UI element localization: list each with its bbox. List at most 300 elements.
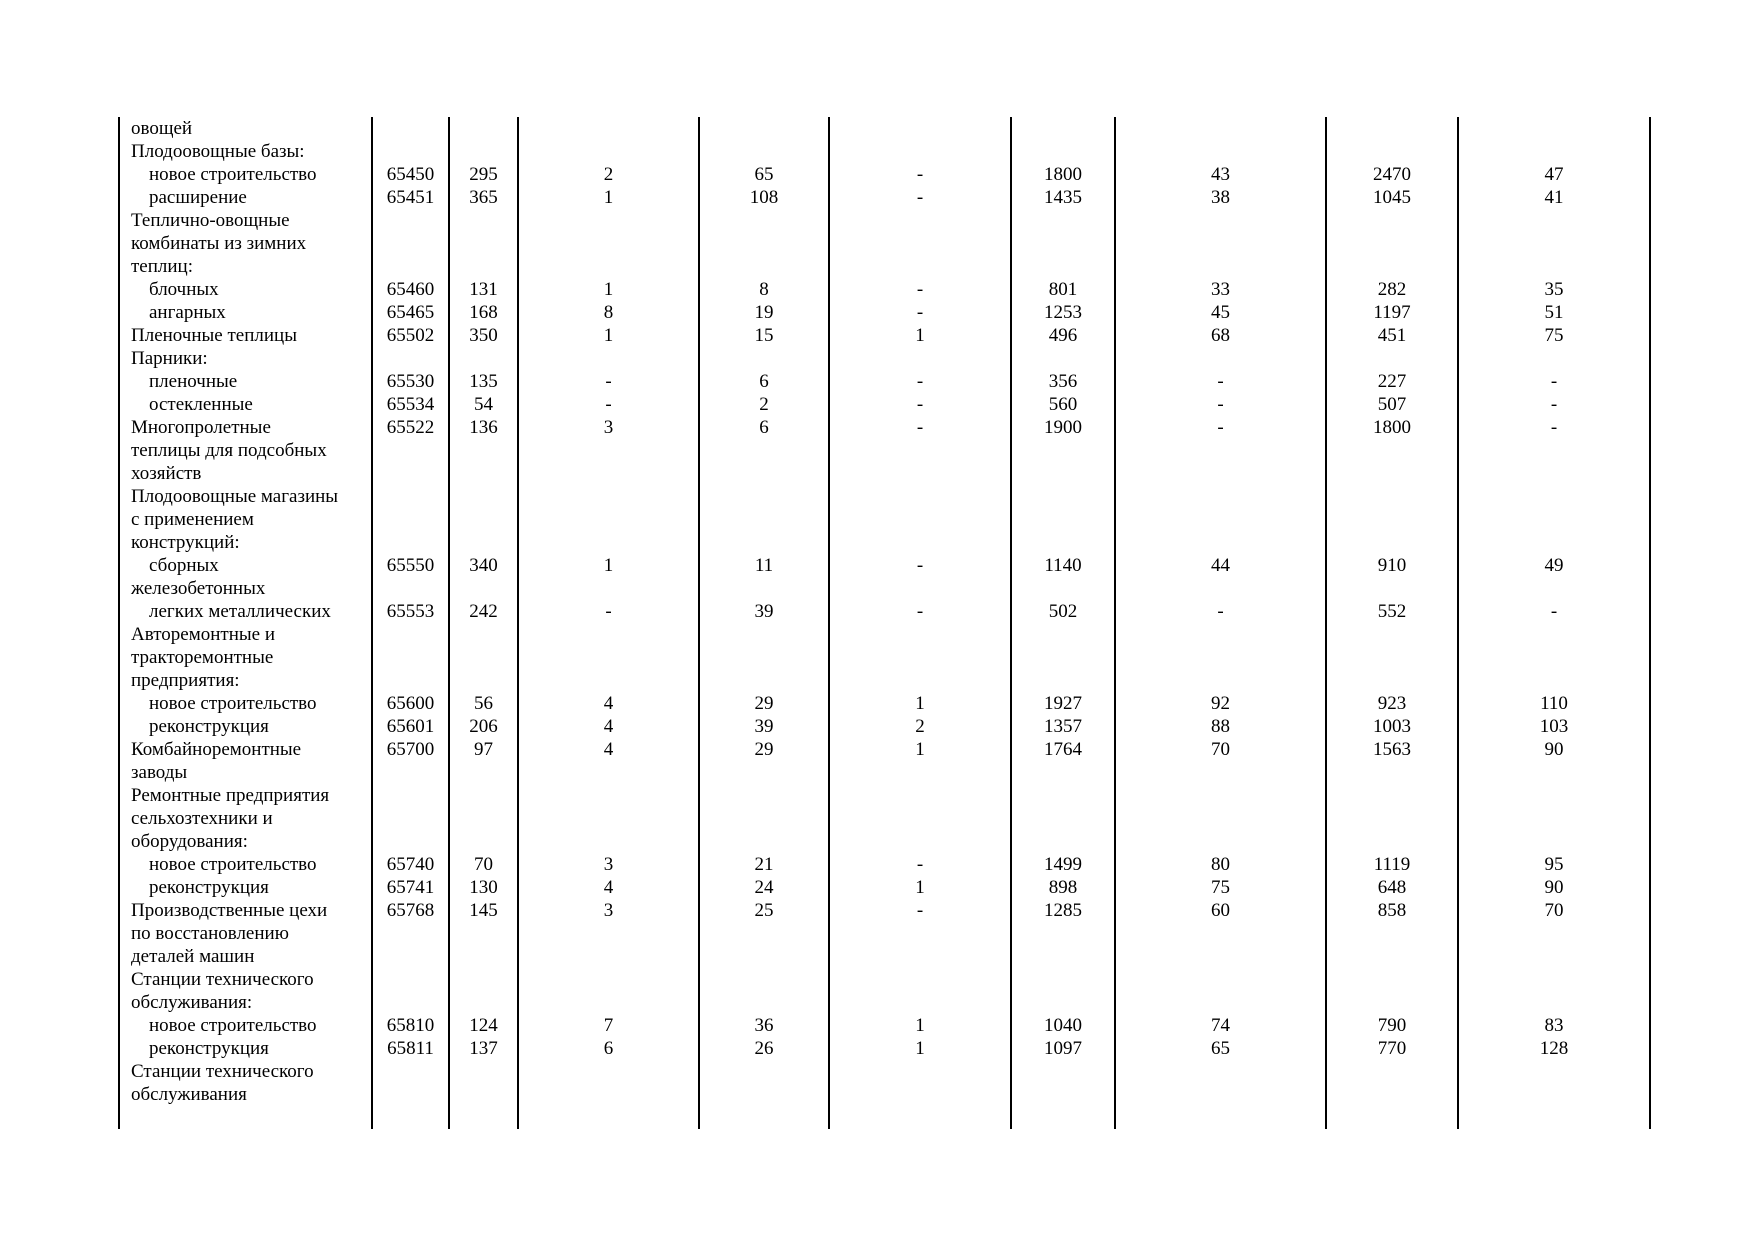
table-cell-col9: 858 bbox=[1326, 899, 1458, 922]
table-cell-col5 bbox=[699, 232, 829, 255]
table-cell-col5 bbox=[699, 807, 829, 830]
table-row bbox=[119, 416, 1650, 439]
table-cell-col8 bbox=[1115, 807, 1326, 830]
table-cell-col10 bbox=[1458, 577, 1650, 600]
row-label: заводы bbox=[119, 761, 372, 784]
row-subitem-label: ангарных bbox=[119, 301, 372, 324]
table-cell-col8 bbox=[1115, 646, 1326, 669]
table-cell-col8 bbox=[1115, 462, 1326, 485]
table-cell-col4: 4 bbox=[518, 876, 699, 899]
table-cell-col8 bbox=[1115, 922, 1326, 945]
table-cell-col8 bbox=[1115, 508, 1326, 531]
table-cell-col4: 4 bbox=[518, 738, 699, 761]
table-cell-col4 bbox=[518, 968, 699, 991]
table-cell-col5: 6 bbox=[699, 416, 829, 439]
table-cell-col5: 29 bbox=[699, 738, 829, 761]
table-cell-col8 bbox=[1115, 1083, 1326, 1106]
table-cell-col3: 124 bbox=[449, 1014, 518, 1037]
table-tail-cell bbox=[699, 1106, 829, 1129]
table-cell-col3 bbox=[449, 623, 518, 646]
table-tail-cell bbox=[449, 1106, 518, 1129]
table-cell-col3 bbox=[449, 922, 518, 945]
table-cell-col6 bbox=[829, 968, 1011, 991]
table-cell-col6: - bbox=[829, 370, 1011, 393]
table-cell-col5: 11 bbox=[699, 554, 829, 577]
table-cell-col4: 4 bbox=[518, 692, 699, 715]
table-cell-col9: 2470 bbox=[1326, 163, 1458, 186]
table-cell-col4 bbox=[518, 991, 699, 1014]
table-row bbox=[119, 347, 1650, 370]
table-cell-col6 bbox=[829, 531, 1011, 554]
table-cell-col5: 2 bbox=[699, 393, 829, 416]
table-cell-col9: 1045 bbox=[1326, 186, 1458, 209]
table-cell-col6: - bbox=[829, 416, 1011, 439]
row-label: Пленочные теплицы bbox=[119, 324, 372, 347]
table-cell-col5: 21 bbox=[699, 853, 829, 876]
row-subitem-label: новое строительство bbox=[119, 1014, 372, 1037]
table-cell-col6 bbox=[829, 347, 1011, 370]
table-cell-col10: 128 bbox=[1458, 1037, 1650, 1060]
table-row bbox=[119, 140, 1650, 163]
table-cell-col7 bbox=[1011, 922, 1115, 945]
table-cell-col3: 135 bbox=[449, 370, 518, 393]
table-cell-col4 bbox=[518, 347, 699, 370]
table-cell-col4 bbox=[518, 945, 699, 968]
table-cell-col5: 15 bbox=[699, 324, 829, 347]
row-subitem-label: новое строительство bbox=[119, 692, 372, 715]
table-cell-col3: 130 bbox=[449, 876, 518, 899]
data-table bbox=[118, 117, 1651, 1129]
table-cell-col10: 90 bbox=[1458, 876, 1650, 899]
table-cell-col2: 65811 bbox=[372, 1037, 449, 1060]
table-cell-col7 bbox=[1011, 531, 1115, 554]
table-cell-col7: 801 bbox=[1011, 278, 1115, 301]
table-cell-col6: - bbox=[829, 186, 1011, 209]
table-cell-col9: 770 bbox=[1326, 1037, 1458, 1060]
table-cell-col3: 136 bbox=[449, 416, 518, 439]
table-cell-col5: 29 bbox=[699, 692, 829, 715]
table-cell-col10: - bbox=[1458, 393, 1650, 416]
table-cell-col4 bbox=[518, 531, 699, 554]
table-cell-col10 bbox=[1458, 485, 1650, 508]
table-cell-col7: 1764 bbox=[1011, 738, 1115, 761]
table-cell-col8: - bbox=[1115, 600, 1326, 623]
table-cell-col10: 103 bbox=[1458, 715, 1650, 738]
table-cell-col9: 923 bbox=[1326, 692, 1458, 715]
table-cell-col5 bbox=[699, 577, 829, 600]
table-cell-col8: 60 bbox=[1115, 899, 1326, 922]
table-cell-col10: 75 bbox=[1458, 324, 1650, 347]
table-cell-col7 bbox=[1011, 830, 1115, 853]
table-cell-col10 bbox=[1458, 462, 1650, 485]
table-row bbox=[119, 807, 1650, 830]
table-cell-col4 bbox=[518, 623, 699, 646]
table-cell-col6 bbox=[829, 577, 1011, 600]
table-cell-col4 bbox=[518, 922, 699, 945]
table-cell-col3: 137 bbox=[449, 1037, 518, 1060]
table-cell-col2: 65740 bbox=[372, 853, 449, 876]
table-row bbox=[119, 899, 1650, 922]
table-cell-col10 bbox=[1458, 439, 1650, 462]
table-cell-col8: 92 bbox=[1115, 692, 1326, 715]
table-cell-col6 bbox=[829, 209, 1011, 232]
table-row bbox=[119, 324, 1650, 347]
table-cell-col9 bbox=[1326, 784, 1458, 807]
table-row bbox=[119, 991, 1650, 1014]
table-cell-col9: 227 bbox=[1326, 370, 1458, 393]
row-label: теплиц: bbox=[119, 255, 372, 278]
table-cell-col8 bbox=[1115, 830, 1326, 853]
table-cell-col2 bbox=[372, 784, 449, 807]
table-cell-col3 bbox=[449, 439, 518, 462]
table-row bbox=[119, 945, 1650, 968]
table-cell-col7: 496 bbox=[1011, 324, 1115, 347]
table-cell-col8 bbox=[1115, 669, 1326, 692]
table-cell-col3 bbox=[449, 232, 518, 255]
table-cell-col8 bbox=[1115, 255, 1326, 278]
table-row bbox=[119, 554, 1650, 577]
table-cell-col7 bbox=[1011, 761, 1115, 784]
table-cell-col6 bbox=[829, 255, 1011, 278]
table-row bbox=[119, 922, 1650, 945]
row-subitem-label: сборных bbox=[119, 554, 372, 577]
table-cell-col5: 19 bbox=[699, 301, 829, 324]
table-cell-col2: 65601 bbox=[372, 715, 449, 738]
table-cell-col5: 39 bbox=[699, 715, 829, 738]
table-cell-col2: 65530 bbox=[372, 370, 449, 393]
table-cell-col2 bbox=[372, 439, 449, 462]
table-cell-col5 bbox=[699, 991, 829, 1014]
table-cell-col9: 1800 bbox=[1326, 416, 1458, 439]
table-row bbox=[119, 853, 1650, 876]
table-cell-col4 bbox=[518, 117, 699, 140]
table-row bbox=[119, 508, 1650, 531]
table-cell-col6 bbox=[829, 830, 1011, 853]
table-cell-col10: 41 bbox=[1458, 186, 1650, 209]
table-cell-col2 bbox=[372, 922, 449, 945]
table-cell-col2 bbox=[372, 830, 449, 853]
table-cell-col5 bbox=[699, 255, 829, 278]
table-cell-col9: 1197 bbox=[1326, 301, 1458, 324]
table-cell-col9 bbox=[1326, 462, 1458, 485]
table-row bbox=[119, 163, 1650, 186]
table-cell-col9: 451 bbox=[1326, 324, 1458, 347]
table-cell-col6: 1 bbox=[829, 1014, 1011, 1037]
table-cell-col3 bbox=[449, 347, 518, 370]
table-cell-col3 bbox=[449, 485, 518, 508]
table-cell-col8 bbox=[1115, 761, 1326, 784]
table-cell-col10: 95 bbox=[1458, 853, 1650, 876]
table-cell-col6 bbox=[829, 623, 1011, 646]
table-row bbox=[119, 830, 1650, 853]
table-cell-col4 bbox=[518, 508, 699, 531]
table-tail-cell bbox=[1115, 1106, 1326, 1129]
table-cell-col5: 39 bbox=[699, 600, 829, 623]
table-cell-col3 bbox=[449, 761, 518, 784]
row-label: обслуживания: bbox=[119, 991, 372, 1014]
table-cell-col6 bbox=[829, 991, 1011, 1014]
row-label: предприятия: bbox=[119, 669, 372, 692]
table-cell-col2 bbox=[372, 462, 449, 485]
table-cell-col7 bbox=[1011, 462, 1115, 485]
table-cell-col2 bbox=[372, 140, 449, 163]
table-cell-col2: 65522 bbox=[372, 416, 449, 439]
table-row bbox=[119, 462, 1650, 485]
table-cell-col8 bbox=[1115, 117, 1326, 140]
table-cell-col7 bbox=[1011, 209, 1115, 232]
table-cell-col10 bbox=[1458, 1083, 1650, 1106]
table-cell-col8: - bbox=[1115, 416, 1326, 439]
table-cell-col6: - bbox=[829, 554, 1011, 577]
table-cell-col10 bbox=[1458, 1060, 1650, 1083]
table-cell-col4 bbox=[518, 1083, 699, 1106]
table-cell-col7: 1900 bbox=[1011, 416, 1115, 439]
table-cell-col10 bbox=[1458, 761, 1650, 784]
table-cell-col2 bbox=[372, 117, 449, 140]
row-label: Многопролетные bbox=[119, 416, 372, 439]
table-cell-col10 bbox=[1458, 646, 1650, 669]
table-cell-col2 bbox=[372, 968, 449, 991]
table-cell-col5 bbox=[699, 209, 829, 232]
table-cell-col8 bbox=[1115, 209, 1326, 232]
table-cell-col8: 74 bbox=[1115, 1014, 1326, 1037]
table-cell-col6: - bbox=[829, 163, 1011, 186]
table-row bbox=[119, 577, 1650, 600]
table-cell-col2 bbox=[372, 485, 449, 508]
table-cell-col6: 1 bbox=[829, 324, 1011, 347]
row-label: оборудования: bbox=[119, 830, 372, 853]
table-cell-col3 bbox=[449, 209, 518, 232]
table-cell-col10 bbox=[1458, 531, 1650, 554]
table-cell-col9 bbox=[1326, 232, 1458, 255]
table-cell-col5 bbox=[699, 922, 829, 945]
table-cell-col9 bbox=[1326, 1083, 1458, 1106]
table-cell-col8: 43 bbox=[1115, 163, 1326, 186]
table-row bbox=[119, 1083, 1650, 1106]
table-cell-col8: - bbox=[1115, 393, 1326, 416]
table-tail-cell bbox=[1458, 1106, 1650, 1129]
table-cell-col6 bbox=[829, 646, 1011, 669]
table-cell-col3: 56 bbox=[449, 692, 518, 715]
table-row bbox=[119, 1060, 1650, 1083]
table-tail-cell bbox=[119, 1106, 372, 1129]
table-cell-col10 bbox=[1458, 784, 1650, 807]
table-cell-col8 bbox=[1115, 439, 1326, 462]
table-row bbox=[119, 370, 1650, 393]
table-cell-col4 bbox=[518, 830, 699, 853]
table-cell-col10 bbox=[1458, 232, 1650, 255]
table-cell-col2 bbox=[372, 531, 449, 554]
table-cell-col8: - bbox=[1115, 370, 1326, 393]
table-cell-col5: 6 bbox=[699, 370, 829, 393]
table-cell-col10: - bbox=[1458, 600, 1650, 623]
table-cell-col5 bbox=[699, 623, 829, 646]
table-cell-col2 bbox=[372, 232, 449, 255]
table-cell-col6 bbox=[829, 922, 1011, 945]
table-cell-col7: 1285 bbox=[1011, 899, 1115, 922]
table-cell-col3: 131 bbox=[449, 278, 518, 301]
table-cell-col2 bbox=[372, 1083, 449, 1106]
table-cell-col4: 6 bbox=[518, 1037, 699, 1060]
table-cell-col8 bbox=[1115, 784, 1326, 807]
table-cell-col9: 648 bbox=[1326, 876, 1458, 899]
row-label: Комбайноремонтные bbox=[119, 738, 372, 761]
table-cell-col7 bbox=[1011, 1060, 1115, 1083]
row-label: теплицы для подсобных bbox=[119, 439, 372, 462]
table-cell-col4: - bbox=[518, 370, 699, 393]
table-cell-col5: 25 bbox=[699, 899, 829, 922]
table-cell-col6: 1 bbox=[829, 738, 1011, 761]
table-cell-col9 bbox=[1326, 945, 1458, 968]
table-cell-col9: 1563 bbox=[1326, 738, 1458, 761]
table-cell-col2 bbox=[372, 255, 449, 278]
table-cell-col10 bbox=[1458, 945, 1650, 968]
row-label: конструкций: bbox=[119, 531, 372, 554]
row-label: Плодоовощные базы: bbox=[119, 140, 372, 163]
table-cell-col7 bbox=[1011, 1083, 1115, 1106]
table-cell-col2: 65810 bbox=[372, 1014, 449, 1037]
table-cell-col8 bbox=[1115, 945, 1326, 968]
table-cell-col10: - bbox=[1458, 370, 1650, 393]
table-cell-col4: 1 bbox=[518, 278, 699, 301]
table-cell-col9: 1003 bbox=[1326, 715, 1458, 738]
table-cell-col2 bbox=[372, 508, 449, 531]
table-cell-col8: 44 bbox=[1115, 554, 1326, 577]
table-row bbox=[119, 669, 1650, 692]
table-cell-col2 bbox=[372, 209, 449, 232]
table-cell-col6 bbox=[829, 1060, 1011, 1083]
table-row bbox=[119, 738, 1650, 761]
table-cell-col6 bbox=[829, 232, 1011, 255]
table-cell-col5: 36 bbox=[699, 1014, 829, 1037]
table-cell-col6: - bbox=[829, 393, 1011, 416]
table-cell-col6 bbox=[829, 669, 1011, 692]
table-cell-col6 bbox=[829, 117, 1011, 140]
table-cell-col2 bbox=[372, 577, 449, 600]
table-cell-col10 bbox=[1458, 508, 1650, 531]
table-row bbox=[119, 646, 1650, 669]
table-cell-col3 bbox=[449, 784, 518, 807]
table-cell-col4: 1 bbox=[518, 186, 699, 209]
row-label: Авторемонтные и bbox=[119, 623, 372, 646]
table-cell-col7 bbox=[1011, 485, 1115, 508]
table-cell-col5: 26 bbox=[699, 1037, 829, 1060]
table-cell-col9 bbox=[1326, 508, 1458, 531]
table-cell-col7 bbox=[1011, 784, 1115, 807]
table-tail bbox=[119, 1106, 1650, 1129]
table-cell-col7 bbox=[1011, 439, 1115, 462]
table-cell-col3 bbox=[449, 508, 518, 531]
table-cell-col10 bbox=[1458, 922, 1650, 945]
table-cell-col4 bbox=[518, 140, 699, 163]
row-subitem-label: легких металлических bbox=[119, 600, 372, 623]
table-cell-col7: 1927 bbox=[1011, 692, 1115, 715]
table-cell-col4: 2 bbox=[518, 163, 699, 186]
table-cell-col2: 65460 bbox=[372, 278, 449, 301]
table-cell-col5 bbox=[699, 531, 829, 554]
table-cell-col6 bbox=[829, 784, 1011, 807]
row-label: комбинаты из зимних bbox=[119, 232, 372, 255]
table-cell-col9: 552 bbox=[1326, 600, 1458, 623]
table-cell-col7 bbox=[1011, 577, 1115, 600]
table-cell-col4: 3 bbox=[518, 416, 699, 439]
table-cell-col8: 45 bbox=[1115, 301, 1326, 324]
table-cell-col10 bbox=[1458, 991, 1650, 1014]
table-cell-col5 bbox=[699, 1060, 829, 1083]
table-cell-col8 bbox=[1115, 485, 1326, 508]
table-cell-col9 bbox=[1326, 761, 1458, 784]
table-cell-col3 bbox=[449, 1060, 518, 1083]
table-cell-col6 bbox=[829, 945, 1011, 968]
table-cell-col6: 2 bbox=[829, 715, 1011, 738]
row-subitem-label: пленочные bbox=[119, 370, 372, 393]
table-cell-col3 bbox=[449, 1083, 518, 1106]
table-cell-col8 bbox=[1115, 577, 1326, 600]
table-cell-col9: 1119 bbox=[1326, 853, 1458, 876]
table-cell-col10 bbox=[1458, 140, 1650, 163]
table-cell-col4 bbox=[518, 232, 699, 255]
table-cell-col2: 65700 bbox=[372, 738, 449, 761]
table-cell-col4 bbox=[518, 209, 699, 232]
table-cell-col8 bbox=[1115, 968, 1326, 991]
table-cell-col6: 1 bbox=[829, 1037, 1011, 1060]
table-cell-col5 bbox=[699, 140, 829, 163]
table-cell-col7 bbox=[1011, 807, 1115, 830]
table-cell-col10 bbox=[1458, 347, 1650, 370]
table-cell-col8: 68 bbox=[1115, 324, 1326, 347]
table-tail-cell bbox=[372, 1106, 449, 1129]
table-cell-col4: 1 bbox=[518, 554, 699, 577]
table-row bbox=[119, 968, 1650, 991]
table-cell-col10 bbox=[1458, 807, 1650, 830]
table-cell-col9 bbox=[1326, 117, 1458, 140]
table-cell-col4 bbox=[518, 462, 699, 485]
table-row bbox=[119, 600, 1650, 623]
table-cell-col7: 1040 bbox=[1011, 1014, 1115, 1037]
table-cell-col2: 65465 bbox=[372, 301, 449, 324]
table-cell-col7: 1499 bbox=[1011, 853, 1115, 876]
table-cell-col9 bbox=[1326, 646, 1458, 669]
table-cell-col9 bbox=[1326, 669, 1458, 692]
table-cell-col5: 108 bbox=[699, 186, 829, 209]
table-cell-col7: 560 bbox=[1011, 393, 1115, 416]
table-cell-col10: - bbox=[1458, 416, 1650, 439]
table-cell-col3 bbox=[449, 968, 518, 991]
table-cell-col9 bbox=[1326, 922, 1458, 945]
table-cell-col8: 80 bbox=[1115, 853, 1326, 876]
table-cell-col4: - bbox=[518, 393, 699, 416]
table-cell-col4 bbox=[518, 485, 699, 508]
row-label: Теплично-овощные bbox=[119, 209, 372, 232]
table-cell-col9: 282 bbox=[1326, 278, 1458, 301]
table-cell-col2 bbox=[372, 623, 449, 646]
table-row bbox=[119, 1037, 1650, 1060]
table-row bbox=[119, 209, 1650, 232]
table-cell-col7: 898 bbox=[1011, 876, 1115, 899]
table-cell-col10 bbox=[1458, 255, 1650, 278]
table-cell-col7 bbox=[1011, 669, 1115, 692]
row-label: сельхозтехники и bbox=[119, 807, 372, 830]
table-cell-col7 bbox=[1011, 255, 1115, 278]
table-cell-col9 bbox=[1326, 531, 1458, 554]
table-row bbox=[119, 692, 1650, 715]
table-cell-col2: 65450 bbox=[372, 163, 449, 186]
table-cell-col4 bbox=[518, 439, 699, 462]
table-cell-col6: - bbox=[829, 278, 1011, 301]
table-cell-col8 bbox=[1115, 531, 1326, 554]
table-body bbox=[119, 117, 1650, 1129]
table-cell-col3 bbox=[449, 669, 518, 692]
